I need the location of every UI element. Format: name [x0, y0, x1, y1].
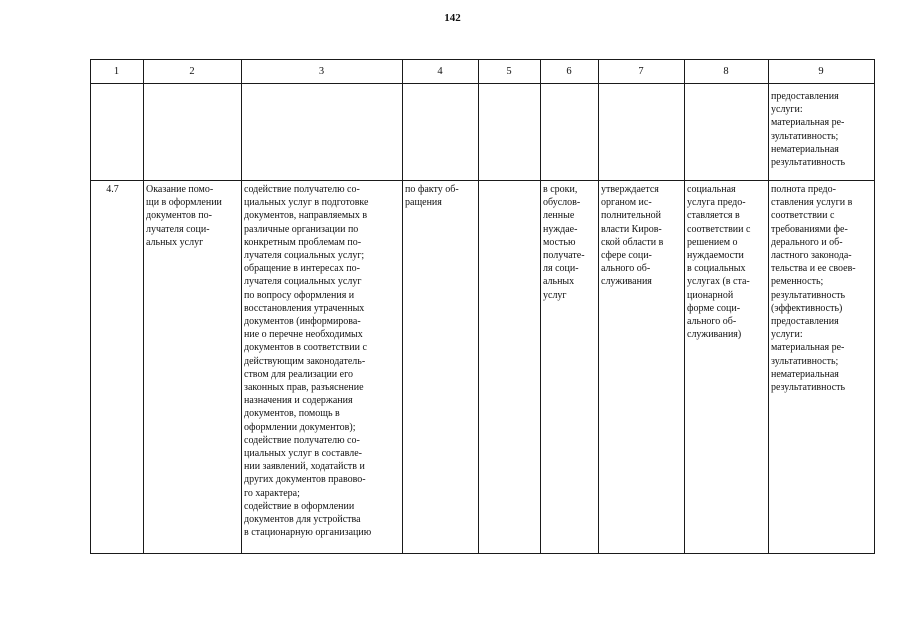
- table-rule-col: [540, 59, 541, 554]
- header-col-8: 8: [723, 66, 729, 77]
- table-rule-col: [402, 59, 403, 554]
- header-col-7: 7: [638, 66, 644, 77]
- header-col-4: 4: [437, 66, 443, 77]
- header-col-2: 2: [189, 66, 195, 77]
- table-rule-col: [90, 59, 91, 554]
- row-4-7-frequency: по факту об- ращения: [405, 184, 459, 209]
- row-4-7-tariff: утверждается органом ис- полнительной власти Киров- ской области в сфере соци- ального об- служивания: [601, 184, 664, 288]
- table-rule-top: [90, 59, 875, 60]
- header-col-6: 6: [566, 66, 572, 77]
- services-table: [90, 59, 875, 553]
- header-col-5: 5: [506, 66, 512, 77]
- header-col-3: 3: [318, 66, 325, 77]
- continuation-col-9: предоставления услуги: материальная ре- зультативность; нематериальная результативность: [771, 91, 846, 169]
- table-rule-col: [143, 59, 144, 554]
- page-number: 142: [444, 12, 461, 24]
- row-4-7-service-name: Оказание помо- щи в оформлении документов по- лучателя соци- альных услуг: [146, 184, 222, 248]
- table-rule-bottom: [90, 553, 875, 554]
- table-rule-col: [874, 59, 875, 554]
- row-4-7-conditions: социальная услуга предо- ставляется в соответствии с решением о нуждаемости в социальных услугах (в ста- ционарной форме соци- ального об- служивания): [687, 184, 751, 341]
- row-4-7-quality-indicators: полнота предо- ставления услуги в соответствии с требованиями фе- дерального и об- ластного законода- тельства и ее своев- ременность; результативность (эффективность) предоставления услуги: материальная ре- зультативность; нематериальная результативность: [771, 184, 856, 394]
- table-rule-col: [478, 59, 479, 554]
- header-col-1: 1: [113, 66, 120, 77]
- table-rule-row: [90, 180, 875, 181]
- row-4-7-number: 4.7: [106, 184, 119, 195]
- header-col-9: 9: [818, 66, 824, 77]
- row-4-7-description: содействие получателю со- циальных услуг в подготовке документов, направляемых в различные организации по конкретным проблемам по- лучателя социальных услуг; обращение в интересах по- лучателя социальных услуг по вопросу оформления и восстановления утраченных документов (информирова- ние о перечне необходимых документов в соответствии с действующим законодатель- ством для реализации его законных прав, разъяснение назначения и содержания документов, помощь в оформлении документов); содействие получателю со- циальных услуг в составле- нии заявлений, ходатайств и других документов правово- го характера; содействие в оформлении документов для устройства в стационарную организацию: [244, 184, 372, 539]
- table-rule-col: [598, 59, 599, 554]
- row-4-7-terms: в сроки, обуслов- ленные нуждае- мостью получате- ля соци- альных услуг: [543, 184, 585, 301]
- table-rule-header: [90, 83, 875, 84]
